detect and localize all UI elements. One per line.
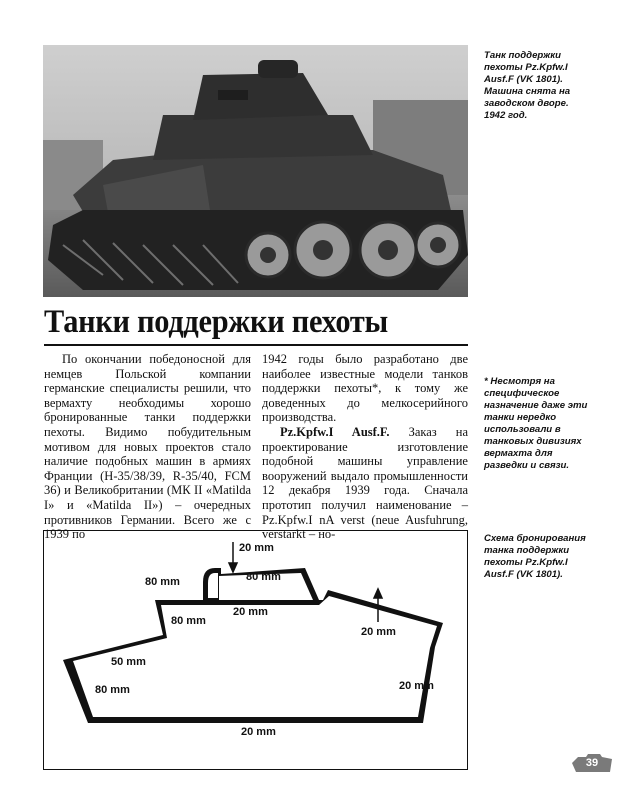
- label-turret-front: 80 mm: [145, 576, 180, 588]
- body-paragraph: По окончании победоносной для немцев Польской компании германские специалисты решили, что вермахту необходимы хорошо бронированные танки поддержки пехоты. Видимо побудительным мотивом для новых проектов стало наличие подобных машин в армиях Франции (Н-35/38/39, R-35/40, FCM 36) и Великобритании (МК II «Matilda I» и «Matilda II») – очередных противников Германии. Всего же с 1939 по: [44, 352, 251, 542]
- section-heading: [44, 300, 468, 346]
- page-title: Танки поддержки пехоты: [44, 304, 388, 340]
- diagram-caption: Схема бронирования танка поддержки пехоты Pz.Kpfw.I Ausf.F (VK 1801).: [484, 533, 586, 580]
- page-number: 39: [585, 757, 599, 769]
- label-hull-top: 20 mm: [233, 606, 268, 618]
- paragraph-lead: Pz.Kpfw.I Ausf.F.: [280, 424, 390, 439]
- body-paragraph-pzkpfw: [262, 425, 468, 542]
- paragraph-text: Заказ на проектирование изготовление подобной машины управление вооружений выдало промышленности 12 декабря 1939 года. Сначала прототип получил наименование – Pz.Kpfw.I nA verst (neue Ausfuhrung, verstarkt – но-: [262, 424, 468, 542]
- cupola-interior: [208, 573, 218, 598]
- tank-photo: [43, 45, 468, 297]
- body-column-left: [44, 352, 251, 542]
- label-turret-side: 80 mm: [246, 571, 281, 583]
- label-rear: 20 mm: [399, 680, 434, 692]
- page-number-badge: [572, 754, 612, 772]
- photo-caption: Танк поддержки пехоты Pz.Kpfw.I Ausf.F (VK 1801). Машина снята на заводском дворе. 1942 год.: [484, 50, 571, 121]
- label-lower-front: 80 mm: [95, 684, 130, 696]
- tank-photo-image: [43, 45, 468, 297]
- label-turret-top: 20 mm: [239, 542, 274, 554]
- label-deck: 20 mm: [361, 626, 396, 638]
- footnote: * Несмотря на специфическое назначение даже эти танки нередко использовали в танковых дивизиях вермахта для разведки и связи.: [484, 376, 588, 471]
- body-paragraph-continued: 1942 годы было разработано две наиболее известные модели танков поддержки пехоты*, к тому же доведенных до мелкосерийного производства.: [262, 352, 468, 425]
- label-superstructure-front: 80 mm: [171, 615, 206, 627]
- label-bottom: 20 mm: [241, 726, 276, 738]
- label-glacis: 50 mm: [111, 656, 146, 668]
- body-column-right: [262, 352, 468, 542]
- armor-diagram: [43, 530, 468, 770]
